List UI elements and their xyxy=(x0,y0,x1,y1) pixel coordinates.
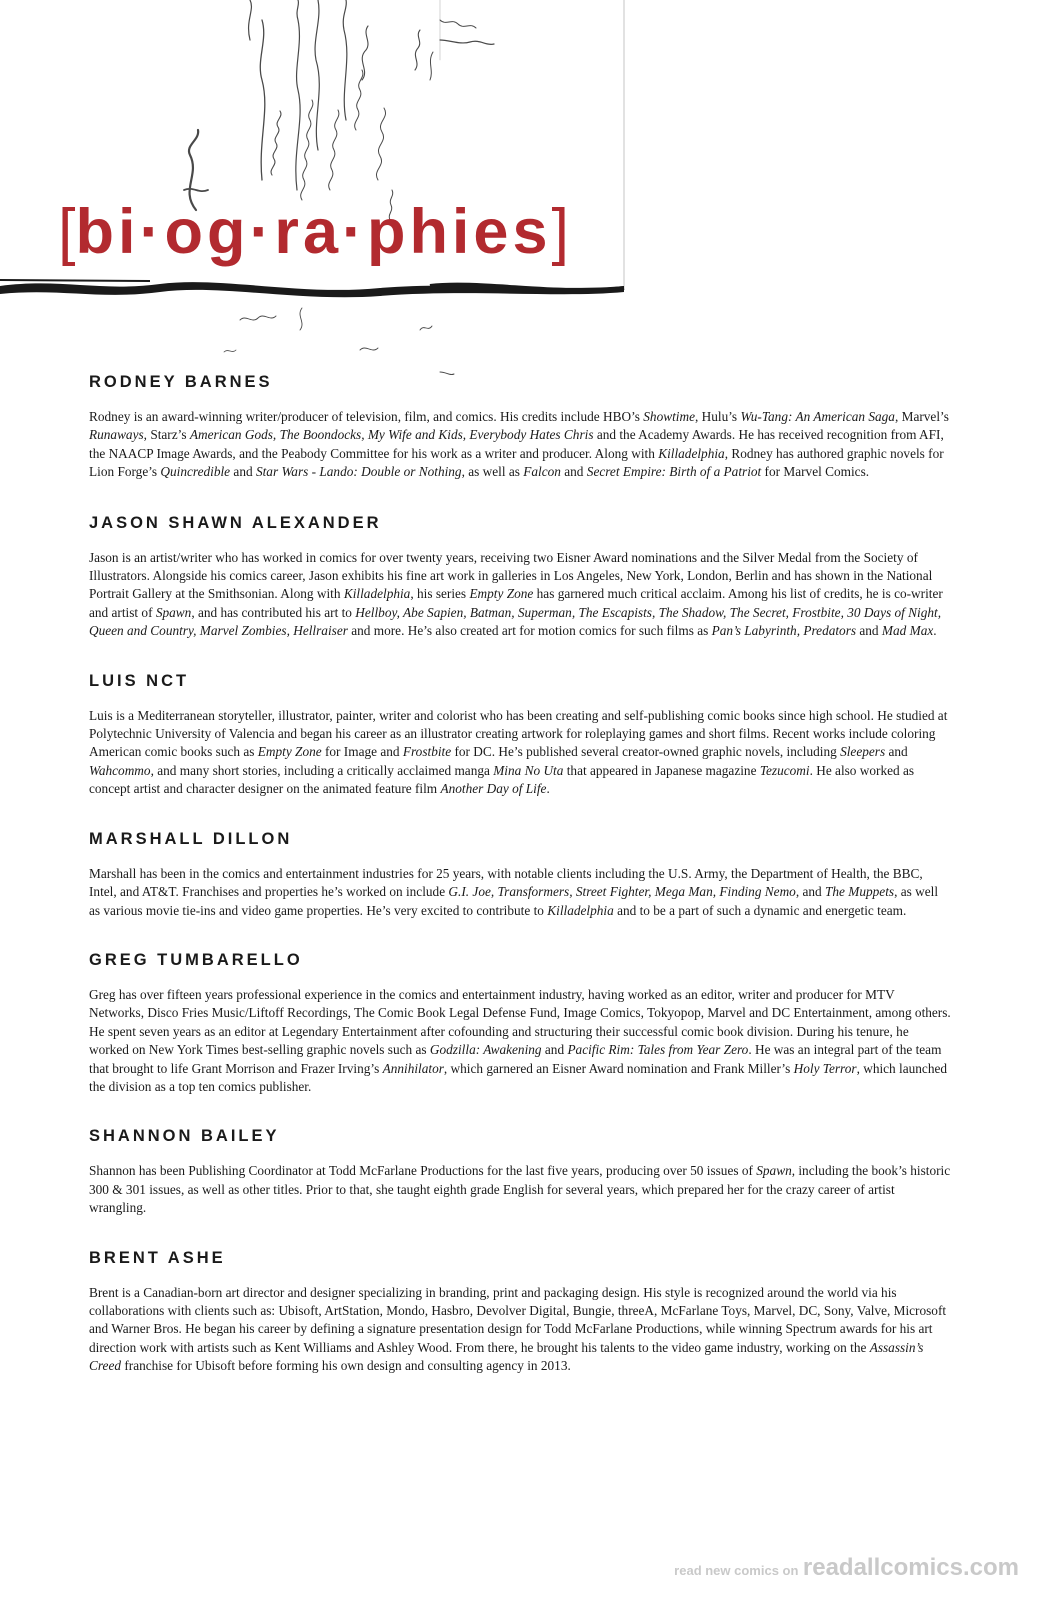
bio-text-segment: , as well as various movie tie-ins and video game properties. He’s very excited to contribute to xyxy=(89,884,939,918)
bio-text-segment: Shannon has been Publishing Coordinator at Todd McFarlane Productions for the last five years, producing over 50 issues of xyxy=(89,1163,757,1179)
bio-title-italic: Tezucomi xyxy=(759,762,810,778)
bio-title-italic: Wahcommo xyxy=(89,762,151,778)
bio-marshall-dillon xyxy=(89,829,951,920)
bio-text-segment: and xyxy=(856,623,882,639)
bio-greg-tumbarello xyxy=(89,950,951,1096)
bio-title-italic: Assassin’s Creed xyxy=(89,1339,924,1374)
bio-title-italic: American Gods, The Boondocks, My Wife and Kids, Everybody Hates Chris xyxy=(189,427,594,443)
bio-title-italic: Hellboy, Abe Sapien, Batman, Superman, The Escapists, The Shadow, The Secret, Frostbite, 30 Days of Night, Queen and Country, Marvel Zombies, Hellraiser xyxy=(89,604,942,639)
bio-text-segment: Brent is a Canadian-born art director and designer specializing in branding, print and packaging design. His style is recognized around the world via his collaborations with clients such as: Ubisoft, ArtStation, Mondo, Hasbro, Devolver Digital, Bungie, threeA, McFarlane Toys, Marvel, DC, Sony, Valve, Microsoft and Warner Bros. He began his career by defining a signature presentation design for Todd McFarlane Productions, while winning Spectrum awards for his art direction work with artists such as Kent Williams and Ashley Wood. From there, he brought his talents to the video game industry, working on the xyxy=(89,1284,947,1355)
bio-text-segment: . xyxy=(933,623,937,639)
title-text: bi·og·ra·phies xyxy=(75,197,552,267)
bio-text xyxy=(89,549,951,641)
bio-title-italic: Mad Max xyxy=(881,623,934,639)
bio-text-segment: Rodney is an award-winning writer/producer of television, film, and comics. His credits include HBO’s xyxy=(89,409,644,424)
bio-title-italic: Runaways xyxy=(89,427,144,443)
bio-title-italic: Another Day of Life xyxy=(440,781,547,797)
bio-title-italic: Empty Zone xyxy=(469,586,534,602)
bio-text xyxy=(89,865,951,920)
watermark-prefix: read new comics on xyxy=(674,1563,799,1578)
bio-text-segment: Jason is an artist/writer who has worked in comics for over twenty years, receiving two Eisner Award nominations and the Silver Medal from the Society of Illustrators. Alongside his comics career, Jason exhibits his fine art work in galleries in Los Angeles, New York, London, Berlin and has shown in the National Portrait Gallery at the Smithsonian. Along with xyxy=(89,549,933,602)
bio-text-segment: . xyxy=(546,781,550,797)
bio-title-italic: Quincredible xyxy=(160,464,231,480)
bio-text-segment: and more. He’s also created art for motion comics for such films as xyxy=(347,623,712,639)
bio-text-segment: that appeared in Japanese magazine xyxy=(563,762,760,778)
bio-name: BRENT ASHE xyxy=(89,1248,226,1267)
bio-text xyxy=(89,707,951,799)
bio-title-italic: G.I. Joe, Transformers, Street Fighter, Mega Man, Finding Nemo xyxy=(448,884,796,900)
bio-name: SHANNON BAILEY xyxy=(89,1127,280,1146)
title-close-bracket: ] xyxy=(551,197,570,267)
bio-text xyxy=(89,1284,951,1376)
bio-title-italic: Mina No Uta xyxy=(493,762,564,778)
bio-text-segment: franchise for Ubisoft before forming his own design and consulting agency in 2013. xyxy=(121,1358,571,1374)
bio-text-segment: , as well as xyxy=(461,464,524,480)
bio-title-italic: Godzilla: Awakening xyxy=(429,1042,542,1058)
bio-text-segment: , which garnered an Eisner Award nomination and Frank Miller’s xyxy=(443,1060,794,1076)
bio-text-segment: , and has contributed his art to xyxy=(191,604,356,620)
bio-title-italic: Pan’s Labyrinth, Predators xyxy=(711,623,857,639)
bio-text-segment: has garnered much critical acclaim. Among his list of credits, he is co-writer and artist of xyxy=(89,586,943,620)
bio-text-segment: Marshall has been in the comics and entertainment industries for 25 years, with notable clients including the U.S. Army, the Department of Health, the BBC, Intel, and AT&T. Franchises and properties he’s worked on include xyxy=(89,865,923,900)
biographies-list xyxy=(89,372,951,1376)
bio-title-italic: Killadelphia xyxy=(658,445,725,461)
bio-text-segment: Greg has over fifteen years professional experience in the comics and entertainment industry, having worked as an editor, writer and producer for MTV Networks, Disco Fries Music/Liftoff Recordings, The Comic Book Legal Defense Fund, Image Comics, Tokyopop, Marvel and DC Entertainment, among others. He spent seven years as an editor at Legendary Entertainment after cofounding and structuring their successful comic book division. During his tenure, he worked on New York Times best-selling graphic novels such as xyxy=(89,986,951,1058)
bio-text-segment: for Image and xyxy=(321,744,403,760)
title-open-bracket: [ xyxy=(58,197,76,267)
page-title xyxy=(58,196,569,268)
bio-title-italic: Star Wars - Lando: Double or Nothing xyxy=(255,464,462,480)
bio-title-italic: Showtime xyxy=(643,409,695,424)
bio-text-segment: , which launched the division as a top ten comics publisher. xyxy=(89,1060,948,1094)
bio-text-segment: Luis is a Mediterranean storyteller, illustrator, painter, writer and colorist who has been creating and self-publishing comic books since high school. He studied at Polytechnic University of Valencia and began his career as an illustrator creating artwork for roleplaying games and short films. Recent works include coloring American comic books such as xyxy=(89,707,948,760)
bio-text-segment: and xyxy=(560,464,587,480)
bio-title-italic: Secret Empire: Birth of a Patriot xyxy=(586,464,762,480)
bio-name: MARSHALL DILLON xyxy=(89,829,293,848)
bio-title-italic: Frostbite xyxy=(402,744,452,760)
bio-text-segment: , his series xyxy=(410,586,470,602)
bio-title-italic: Annihilator xyxy=(382,1060,444,1076)
bio-rodney-barnes xyxy=(89,372,951,482)
bio-brent-ashe xyxy=(89,1248,951,1376)
bio-text-segment: for Marvel Comics. xyxy=(761,464,870,480)
bio-text-segment: , Starz’s xyxy=(143,427,190,443)
bio-title-italic: Pacific Rim: Tales from Year Zero xyxy=(567,1042,749,1058)
bio-text-segment: and the Academy Awards. He has received recognition from AFI, the NAACP Image Awards, and the Peabody Committee for his work as a writer and producer. Along with xyxy=(89,427,944,461)
bio-text-segment: , Marvel’s xyxy=(894,409,949,424)
bio-text xyxy=(89,986,951,1096)
bio-text-segment: and xyxy=(230,464,256,480)
bio-jason-shawn-alexander xyxy=(89,513,951,641)
bio-text-segment: , Hulu’s xyxy=(695,409,741,424)
site-watermark xyxy=(674,1554,1019,1582)
bio-text-segment: . He also worked as concept artist and character designer on the animated feature film xyxy=(89,762,915,797)
bio-shannon-bailey xyxy=(89,1126,951,1217)
bio-title-italic: Spawn xyxy=(155,604,192,620)
bio-title-italic: Killadelphia xyxy=(343,586,411,602)
bio-name: JASON SHAWN ALEXANDER xyxy=(89,513,382,532)
watermark-site: readallcomics.com xyxy=(802,1554,1019,1581)
bio-text-segment: . He was an integral part of the team that brought to life Grant Morrison and Frazer Irving’s xyxy=(89,1042,942,1076)
bio-text xyxy=(89,1162,951,1217)
bio-text-segment: , and xyxy=(795,884,826,900)
bio-text-segment: and xyxy=(541,1042,568,1058)
bio-title-italic: Spawn xyxy=(756,1163,792,1179)
bio-title-italic: Sleepers xyxy=(840,744,886,760)
bio-title-italic: Empty Zone xyxy=(257,744,322,760)
bio-title-italic: The Muppets xyxy=(825,884,895,900)
bio-name: RODNEY BARNES xyxy=(89,373,273,391)
bio-text-segment: , including the book’s historic 300 & 301 issues, as well as other titles. Prior to that, she taught eighth grade English for several years, which prepared her for the crazy career of artist wrangling. xyxy=(89,1163,951,1216)
bio-title-italic: Falcon xyxy=(523,464,561,480)
bio-text-segment: , Rodney has authored graphic novels for Lion Forge’s xyxy=(89,445,944,480)
bio-title-italic: Killadelphia xyxy=(547,902,614,918)
bio-text-segment: , and many short stories, including a critically acclaimed manga xyxy=(150,762,494,778)
bio-text xyxy=(89,408,951,482)
bio-name: LUIS NCT xyxy=(89,671,190,690)
bio-text-segment: and xyxy=(885,744,908,760)
bio-title-italic: Holy Terror xyxy=(793,1060,857,1076)
bio-text-segment: for DC. He’s published several creator-owned graphic novels, including xyxy=(451,744,841,760)
bio-title-italic: Wu-Tang: An American Saga xyxy=(740,409,895,424)
bio-text-segment: and to be a part of such a dynamic and energetic team. xyxy=(613,902,907,918)
bio-name: GREG TUMBARELLO xyxy=(89,950,303,969)
bio-luis-nct xyxy=(89,671,951,799)
